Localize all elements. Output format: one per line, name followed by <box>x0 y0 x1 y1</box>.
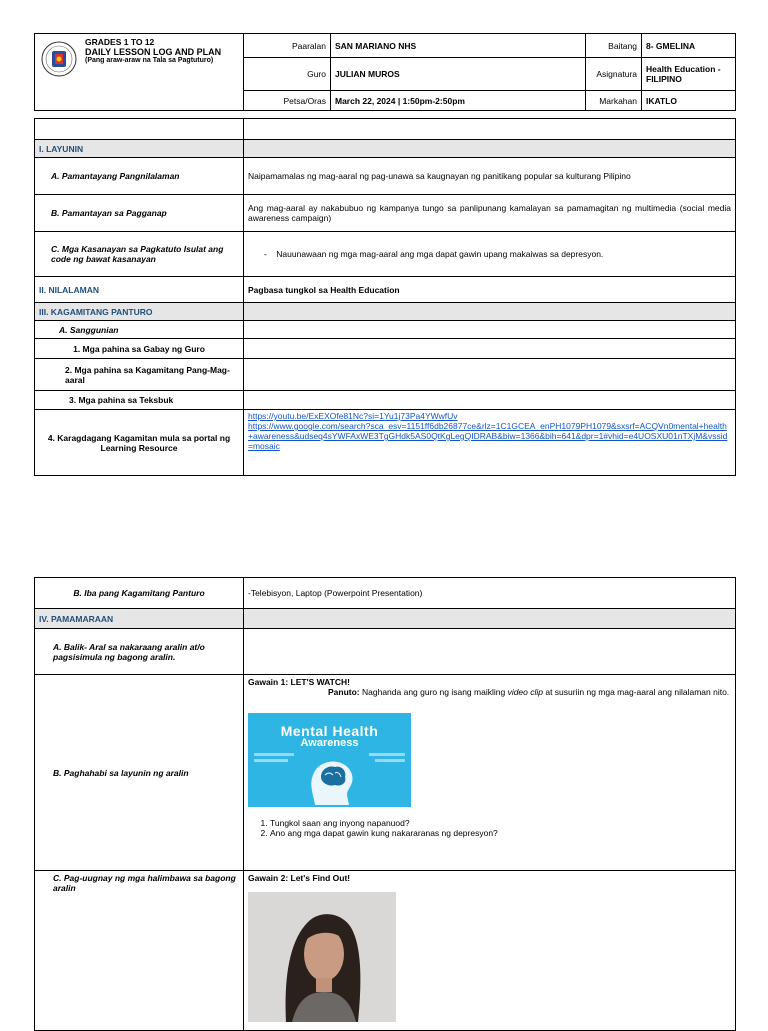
panuto-label: Panuto: <box>328 687 360 697</box>
grades-text: GRADES 1 TO 12 <box>85 37 155 47</box>
gawain2-title: Gawain 2: Let's Find Out! <box>248 873 351 883</box>
mental-health-poster <box>248 713 411 807</box>
pamantayan-pagganap-value: Ang mag-aaral ay nakabubuo ng kampanya tungo sa panlipunang kamalayan sa pamamagitan ng multimedia (social media awareness campaign) <box>244 195 736 232</box>
petsa-label: Petsa/Oras <box>244 91 331 111</box>
markahan-value: IKATLO <box>642 91 736 111</box>
petsa-value: March 22, 2024 | 1:50pm-2:50pm <box>331 91 586 111</box>
layunin-heading: I. LAYUNIN <box>35 140 244 158</box>
gawain1-cell <box>244 675 736 871</box>
kasanayan-cell <box>244 232 736 277</box>
question-2: 2. Ano ang mga dapat gawin kung nakararanas ng depresyon? <box>270 828 731 838</box>
panuto-emphasis: video clip <box>507 687 543 697</box>
poster-title-line2: Awareness <box>300 737 359 749</box>
links-cell <box>244 410 736 476</box>
panuto-text-1: Naghanda ang guro ng isang maikling <box>359 687 508 697</box>
paghahabi-label: B. Paghahabi sa layunin ng aralin <box>35 675 244 871</box>
header-table <box>34 33 736 111</box>
kasanayan-label: C. Mga Kasanayan sa Pagkatuto Isulat ang code ng bawat kasanayan <box>35 232 244 277</box>
kasanayan-value: Nauunawaan ng mga mag-aaral ang mga dapat gawin upang makaiwas sa depresyon. <box>276 249 604 259</box>
brain-head-icon <box>295 755 365 805</box>
asignatura-label: Asignatura <box>586 58 642 91</box>
guro-value: JULIAN MUROS <box>331 58 586 91</box>
paaralan-value: SAN MARIANO NHS <box>331 34 586 58</box>
gabay-guro-label: 1. Mga pahina sa Gabay ng Guro <box>35 339 244 359</box>
portrait-photo <box>248 892 396 1022</box>
pamantayang-pangnilalaman-value: Naipamamalas ng mag-aaral ng pag-unawa sa kaugnayan ng panitikang popular sa kulturang Pilipino <box>244 158 736 195</box>
deped-header-cell <box>35 34 244 111</box>
teksbuk-label: 3. Mga pahina sa Teksbuk <box>35 391 244 410</box>
pamamaraan-heading: IV. PAMAMARAAN <box>35 609 244 629</box>
pag-uugnay-label: C. Pag-uugnay ng mga halimbawa sa bagong aralin <box>35 871 244 1031</box>
doc-subtitle: (Pang araw-araw na Tala sa Pagtuturo) <box>85 57 214 64</box>
markahan-label: Markahan <box>586 91 642 111</box>
dash-bullet: - <box>264 249 267 259</box>
balik-aral-label: A. Balik- Aral sa nakaraang aralin at/o pagsisimula ng bagong aralin. <box>35 629 244 675</box>
lesson-table-page1 <box>34 118 736 476</box>
baitang-label: Baitang <box>586 34 642 58</box>
panuto-paragraph <box>248 687 731 697</box>
lesson-table-page2 <box>34 577 736 1031</box>
iba-kagamitan-label: B. Iba pang Kagamitang Panturo <box>35 578 244 609</box>
woman-portrait-icon <box>248 892 396 1022</box>
pamantayang-pangnilalaman-label: A. Pamantayang Pangnilalaman <box>35 158 244 195</box>
paaralan-label: Paaralan <box>244 34 331 58</box>
poster-title-line1: Mental Health <box>280 723 379 739</box>
kagamitan-heading: III. KAGAMITANG PANTURO <box>35 303 244 321</box>
nilalaman-value: Pagbasa tungkol sa Health Education <box>244 277 736 303</box>
gawain1-title: Gawain 1: LET'S WATCH! <box>248 677 350 687</box>
google-search-link[interactable]: https://www.google.com/search?sca_esv=1151ff6db26877ce&rlz=1C1GCEA_enPH1079PH1079&sxsrf=ACQVn0mental+health+awareness&udseq4sYWFAxWE3TgGHdk5AS0QtKgLegQIDRAB&biw=1366&bih=641&dpr=1#vhid=e4UOSXU01nTXjM&vssid=mosaic <box>248 421 728 451</box>
sanggunian-label: A. Sanggunian <box>35 321 244 339</box>
iba-kagamitan-value: -Telebisyon, Laptop (Powerpoint Presentation) <box>244 578 736 609</box>
kagamitang-mag-aaral-label: 2. Mga pahina sa Kagamitang Pang-Mag-aaral <box>35 359 244 391</box>
pamantayan-pagganap-label: B. Pamantayan sa Pagganap <box>35 195 244 232</box>
asignatura-value: Health Education - FILIPINO <box>642 58 736 91</box>
panuto-text-2: at susuriin ng mga mag-aaral ang nilalaman nito. <box>543 687 730 697</box>
doc-title: DAILY LESSON LOG AND PLAN <box>85 47 222 57</box>
learning-resource-label: 4. Karagdagang Kagamitan mula sa portal ng Learning Resource <box>35 410 244 476</box>
gawain2-cell <box>244 871 736 1031</box>
deped-seal-icon <box>41 41 77 77</box>
nilalaman-heading: II. NILALAMAN <box>35 277 244 303</box>
baitang-value: 8- GMELINA <box>642 34 736 58</box>
youtube-link[interactable]: https://youtu.be/ExEXOfe81Nc?si=1Yu1j73Pa4YWwfUv <box>248 411 458 421</box>
gawain1-questions <box>248 818 731 838</box>
question-1: 1. Tungkol saan ang inyong napanuod? <box>270 818 731 828</box>
guro-label: Guro <box>244 58 331 91</box>
